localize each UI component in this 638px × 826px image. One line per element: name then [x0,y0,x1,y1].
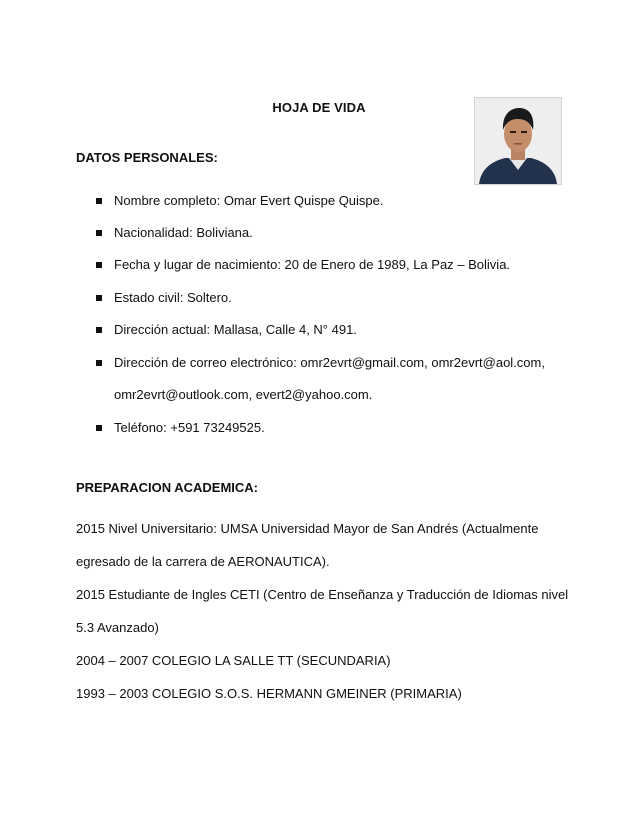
bullet-square-icon [96,262,102,268]
academic-line: 5.3 Avanzado) [76,620,159,635]
academic-line: 1993 – 2003 COLEGIO S.O.S. HERMANN GMEINER (PRIMARIA) [76,686,462,701]
bullet-square-icon [96,198,102,204]
list-item-text: Nacionalidad: Boliviana. [114,225,253,240]
bullet-square-icon [96,425,102,431]
profile-photo [474,97,562,185]
academic-line: egresado de la carrera de AERONAUTICA). [76,554,330,569]
section-heading-personal: DATOS PERSONALES: [76,150,218,165]
academic-line: 2004 – 2007 COLEGIO LA SALLE TT (SECUNDARIA) [76,653,391,668]
bullet-square-icon [96,230,102,236]
bullet-square-icon [96,327,102,333]
academic-line: 2015 Estudiante de Ingles CETI (Centro de Enseñanza y Traducción de Idiomas nivel [76,587,569,602]
portrait-image [475,98,561,184]
list-item-text: Nombre completo: Omar Evert Quispe Quispe. [114,193,384,208]
bullet-square-icon [96,360,102,366]
document-title: HOJA DE VIDA [272,100,366,115]
list-item-text: Estado civil: Soltero. [114,290,232,305]
list-item-text: Dirección actual: Mallasa, Calle 4, N° 491. [114,322,357,337]
academic-line: 2015 Nivel Universitario: UMSA Universidad Mayor de San Andrés (Actualmente [76,521,539,536]
list-item-text: Dirección de correo electrónico: omr2evrt@gmail.com, omr2evrt@aol.com, [114,355,545,370]
bullet-square-icon [96,295,102,301]
email-continuation-text: omr2evrt@outlook.com, evert2@yahoo.com. [114,387,373,402]
list-item-text: Fecha y lugar de nacimiento: 20 de Enero de 1989, La Paz – Bolivia. [114,257,511,272]
section-heading-academic: PREPARACION ACADEMICA: [76,480,258,495]
list-item-text: Teléfono: +591 73249525. [114,420,265,435]
